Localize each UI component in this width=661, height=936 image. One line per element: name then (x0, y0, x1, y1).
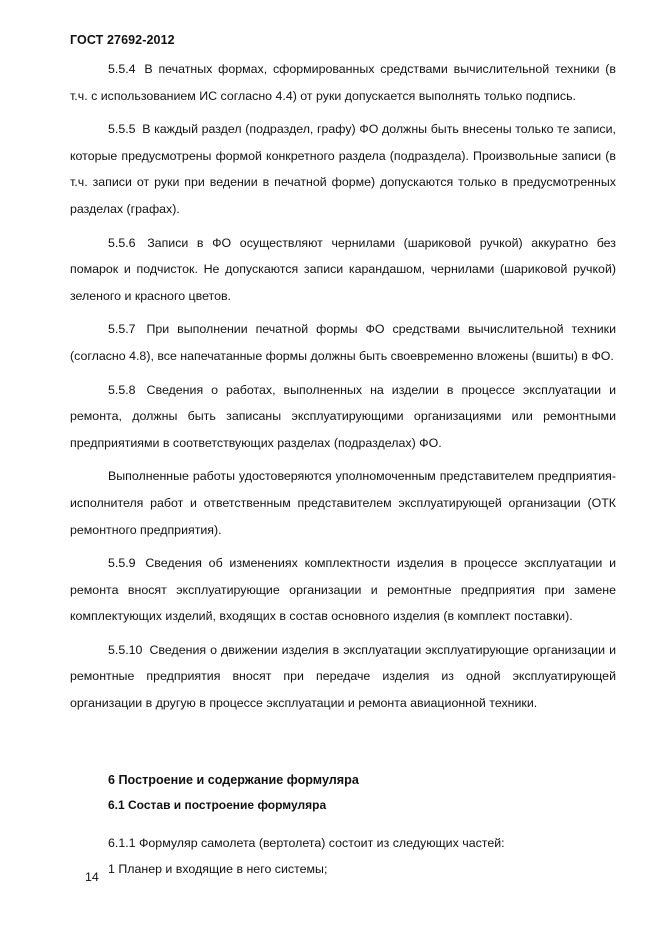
paragraph-5-5-7 (70, 316, 616, 369)
paragraph-5-5-9 (70, 550, 616, 630)
clause-number: 5.5.5 (108, 122, 136, 137)
clause-number: 5.5.7 (108, 322, 136, 337)
paragraph-5-5-6 (70, 230, 616, 310)
paragraph-text: В каждый раздел (подраздел, графу) ФО должны быть внесены только те записи, которые предусмотрены формой конкретного раздела (подраздела). Произвольные записи (в т.ч. записи от руки при ведении в печатной форме) допускаются только в предусмотренных разделах (графах). (70, 122, 616, 216)
paragraph-text: Сведения о работах, выполненных на изделии в процессе эксплуатации и ремонта, должны быть записаны эксплуатирующими организациями или ремонтными предприятиями в соответствующих разделах (подразделах) ФО. (70, 382, 616, 450)
paragraph-5-5-4 (70, 56, 616, 109)
paragraph-text: При выполнении печатной формы ФО средствами вычислительной техники (согласно 4.8), все напечатанные формы должны быть своевременно вложены (вшиты) в ФО. (70, 322, 616, 363)
list-item-airframe: 1 Планер и входящие в него системы; (108, 862, 328, 876)
subsection-heading: 6.1 Состав и построение формуляра (108, 798, 327, 812)
clause-6-1-1: 6.1.1 Формуляр самолета (вертолета) состоит из следующих частей: (108, 836, 505, 850)
clause-number: 5.5.9 (108, 556, 136, 571)
clause-number: 5.5.8 (108, 382, 136, 397)
section-heading: 6 Построение и содержание формуляра (108, 773, 359, 787)
paragraph-text: Сведения о движении изделия в эксплуатации эксплуатирующие организации и ремонтные предприятия вносят при передаче изделия из одной эксплуатирующей организации в другую в процессе эксплуатации и ремонта авиационной техники. (70, 642, 616, 711)
document-header: ГОСТ 27692-2012 (70, 33, 175, 47)
paragraph-works-certified (70, 463, 616, 543)
clause-number: 5.5.4 (108, 62, 136, 76)
clause-number: 5.5.6 (108, 235, 136, 250)
paragraph-text: Записи в ФО осуществляют чернилами (шариковой ручкой) аккуратно без помарок и подчисток. Не допускаются записи карандашом, чернилами (шариковой ручкой) зеленого и красного цветов. (70, 235, 616, 303)
document-body (70, 56, 616, 724)
paragraph-text: Сведения об изменениях комплектности изделия в процессе эксплуатации и ремонта вносят эксплуатирующие организации и ремонтные предприятия при замене комплектующих изделий, входящих в состав основного изделия (в комплект поставки). (70, 556, 616, 624)
paragraph-5-5-8 (70, 377, 616, 457)
page-number: 14 (85, 870, 99, 884)
paragraph-5-5-5 (70, 116, 616, 222)
paragraph-text: Выполненные работы удостоверяются уполномоченным представителем предприятия-исполнителя работ и ответственным представителем эксплуатирующей организации (ОТК ремонтного предприятия). (70, 469, 616, 537)
clause-number: 5.5.10 (108, 642, 143, 657)
paragraph-text: В печатных формах, сформированных средствами вычислительной техники (в т.ч. с использованием ИС согласно 4.4) от руки допускается выполнять только подпись. (70, 62, 616, 103)
paragraph-5-5-10 (70, 637, 616, 717)
